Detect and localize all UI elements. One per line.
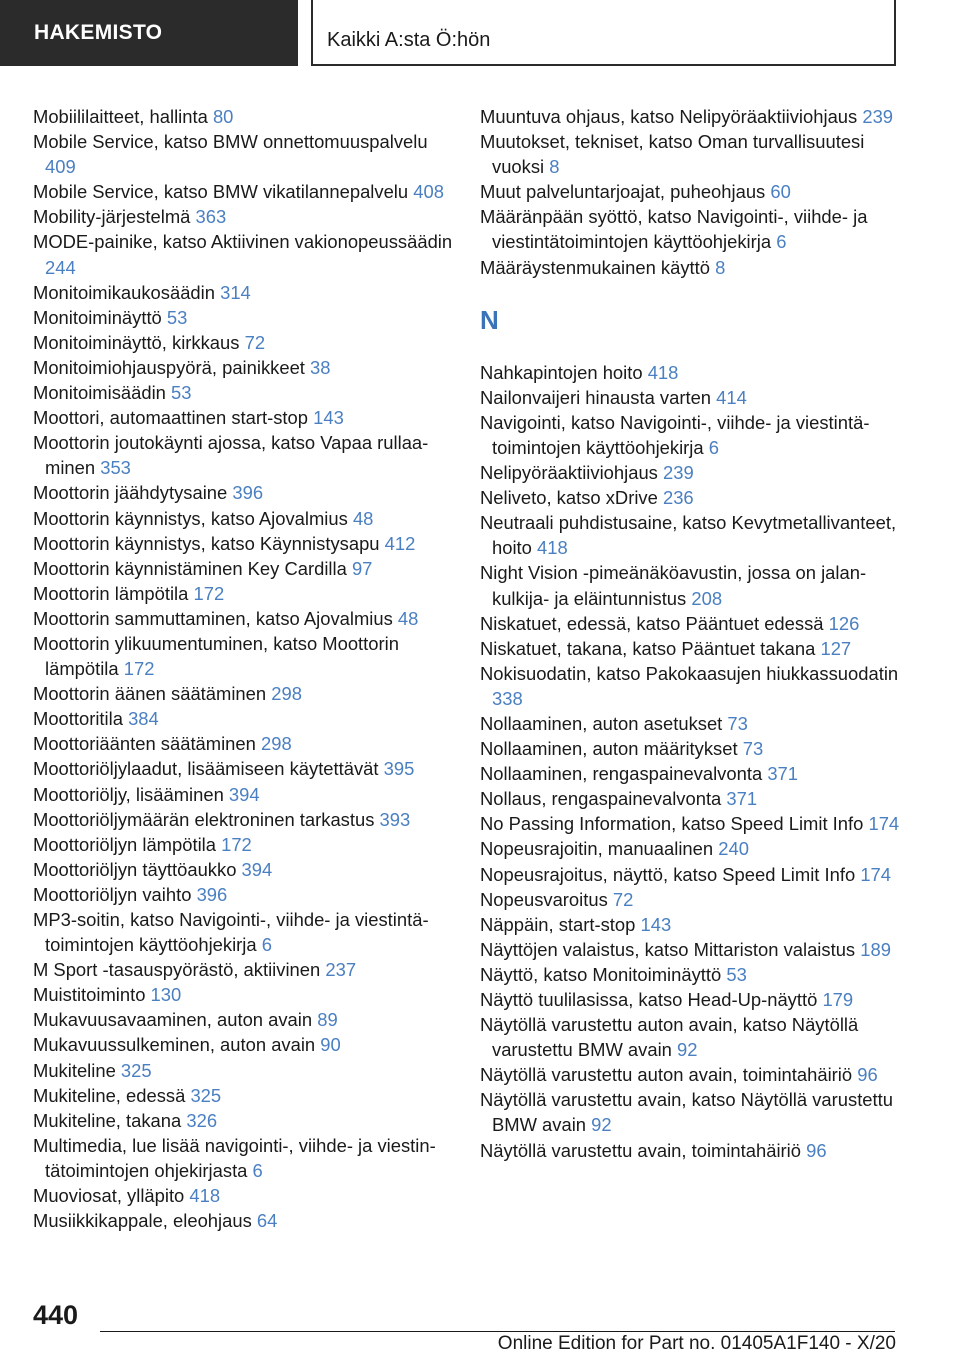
page-link[interactable]: 371 <box>767 763 798 785</box>
index-entry <box>480 636 900 661</box>
index-entry <box>33 430 458 480</box>
index-entry <box>480 711 900 736</box>
index-entry <box>33 706 458 731</box>
page-link[interactable]: 72 <box>244 331 266 353</box>
entry-text: Näyttö tuulilasissa, katso Head-Up-näyttö <box>480 989 818 1010</box>
entry-text: Nokisuodatin, katso Pakokaasujen hiukkassuodatin <box>480 662 899 684</box>
entry-text: Näyttö, katso Monitoiminäyttö <box>480 963 722 985</box>
page-link[interactable]: 127 <box>820 637 852 659</box>
page-link[interactable]: 208 <box>691 587 723 609</box>
index-entry <box>480 1012 900 1062</box>
page-link[interactable]: 53 <box>166 306 188 328</box>
entry-text: Nopeusrajoitin, manuaalinen <box>480 838 714 860</box>
entry-text: MODE-painike, katso Aktiivinen vakionopeussäädin <box>33 231 453 253</box>
page-link[interactable]: 60 <box>770 181 791 203</box>
page-link[interactable]: 394 <box>241 858 273 880</box>
index-entry <box>480 661 900 711</box>
entry-text: Moottoriöljy, lisääminen <box>33 783 224 805</box>
entry-text: Moottoriöljyn lämpötila <box>33 833 216 855</box>
entry-text: Moottoritila <box>33 708 123 730</box>
page-link[interactable]: 126 <box>828 612 860 634</box>
entry-text: Moottoriöljyn vaihto <box>33 883 192 905</box>
footer-divider <box>100 1331 895 1332</box>
entry-text: Night Vision -pimeänäköavustin, jossa on jalankulkija- ja eläintunnistus <box>480 562 867 609</box>
entry-text: Monitoiminäyttö, kirkkaus <box>33 331 240 353</box>
page-header <box>0 0 960 66</box>
entry-text: Muuntuva ohjaus, katso Nelipyöräaktiiviohjaus <box>480 106 858 127</box>
index-entry <box>33 1133 458 1183</box>
index-entry <box>33 1032 458 1057</box>
entry-text: Näytöllä varustettu auton avain, toimintahäiriö <box>480 1064 853 1086</box>
index-entry <box>33 129 458 179</box>
page-link[interactable]: 6 <box>708 436 719 458</box>
page-link[interactable]: 240 <box>718 838 749 860</box>
entry-text: Mobiililaitteet, hallinta <box>33 106 208 127</box>
index-entry <box>480 811 900 836</box>
page-link[interactable]: 189 <box>860 938 891 960</box>
entry-text: Nollaus, rengaspainevalvonta <box>480 788 722 810</box>
entry-text: Neutraali puhdistusaine, katso Kevytmetallivanteet, hoito <box>480 512 897 559</box>
entry-text: Moottorin joutokäynti ajossa, katso Vapaa rullaaminen <box>33 432 429 479</box>
index-entry <box>480 611 900 636</box>
letter-heading-n: N <box>480 304 499 335</box>
index-entry <box>33 1058 458 1083</box>
entry-text: Määränpään syöttö, katso Navigointi-, viihde- ja viestintätoimintojen käyttöohjekirja <box>480 206 868 253</box>
entry-text: Muoviosat, ylläpito <box>33 1185 185 1207</box>
page-link[interactable]: 96 <box>857 1064 878 1086</box>
entry-text: Näytöllä varustettu avain, toimintahäiriö <box>480 1139 801 1161</box>
page-link[interactable]: 6 <box>776 231 787 253</box>
page-link[interactable]: 371 <box>726 788 758 810</box>
section-subtitle: Kaikki A:sta Ö:hön <box>311 0 896 66</box>
entry-text: Nelipyöräaktiiviohjaus <box>480 462 658 484</box>
page-link[interactable]: 393 <box>379 808 411 830</box>
page-link[interactable]: 92 <box>591 1114 612 1136</box>
index-entry <box>33 1183 458 1208</box>
index-entry <box>480 912 900 937</box>
entry-text: Mobile Service, katso BMW vikatilannepalvelu <box>33 181 409 203</box>
page-link[interactable]: 237 <box>325 959 357 981</box>
entry-text: Neliveto, katso xDrive <box>480 487 658 509</box>
entry-text: Monitoimiohjauspyörä, painikkeet <box>33 356 305 378</box>
page-link[interactable]: 384 <box>128 708 159 730</box>
index-entry <box>33 631 458 681</box>
entry-text: Moottoriäänten säätäminen <box>33 733 256 755</box>
entry-text: Näytöllä varustettu avain, katso Näytöllä varustettu BMW avain <box>480 1089 893 1136</box>
index-entry <box>480 761 900 786</box>
index-entry <box>33 506 458 531</box>
page-link[interactable]: 408 <box>413 181 444 203</box>
page-link[interactable]: 64 <box>256 1210 278 1232</box>
index-entry <box>33 857 458 882</box>
page-link[interactable]: 394 <box>228 783 260 805</box>
edition-note: Online Edition for Part no. 01405A1F140 - X/20 <box>497 1333 896 1354</box>
index-entry <box>480 1062 900 1087</box>
page-link[interactable]: 314 <box>220 281 251 303</box>
page-link[interactable]: 172 <box>123 658 155 680</box>
page-link[interactable]: 97 <box>351 557 373 579</box>
entry-text: Mobility-järjestelmä <box>33 206 191 228</box>
index-entry <box>33 1083 458 1108</box>
page-link[interactable]: 80 <box>212 106 234 127</box>
index-entry <box>480 104 900 129</box>
page-link[interactable]: 172 <box>193 582 225 604</box>
page-link[interactable]: 143 <box>313 407 344 429</box>
page-link[interactable]: 338 <box>492 687 523 709</box>
index-entry <box>33 681 458 706</box>
page-link[interactable]: 239 <box>663 462 694 484</box>
entry-text: Mukavuusavaaminen, auton avain <box>33 1009 313 1031</box>
page-link[interactable]: 72 <box>612 888 634 910</box>
index-entry <box>33 957 458 982</box>
index-entry <box>480 836 900 861</box>
index-entry <box>33 330 458 355</box>
index-entry <box>33 1007 458 1032</box>
index-entry <box>480 1138 900 1163</box>
page-link[interactable]: 89 <box>317 1009 338 1031</box>
entry-text: MP3-soitin, katso Navigointi-, viihde- ja viestintätoimintojen käyttöohjekirja <box>33 909 429 956</box>
entry-text: Näytöllä varustettu auton avain, katso Näytöllä varustettu BMW avain <box>480 1014 859 1061</box>
page-link[interactable]: 326 <box>186 1109 218 1131</box>
entry-text: Multimedia, lue lisää navigointi-, viihde- ja viestintätoimintojen ohjekirjasta <box>33 1134 436 1181</box>
index-entry <box>480 962 900 987</box>
index-entry <box>480 560 900 610</box>
index-entry <box>33 581 458 606</box>
entry-text: Moottorin käynnistys, katso Käynnistysapu <box>33 532 380 554</box>
index-entry <box>33 731 458 756</box>
index-entry <box>33 556 458 581</box>
entry-text: Moottorin lämpötila <box>33 582 189 604</box>
entry-text: Nopeusrajoitus, näyttö, katso Speed Limit Info <box>480 863 856 885</box>
page-link[interactable]: 298 <box>261 733 292 755</box>
page-link[interactable]: 236 <box>662 487 694 509</box>
index-entry <box>480 887 900 912</box>
index-entry <box>480 1087 900 1137</box>
entry-text: Moottorin sammuttaminen, katso Ajovalmius <box>33 607 393 629</box>
page-link[interactable]: 396 <box>196 883 228 905</box>
index-entry <box>33 907 458 957</box>
entry-text: Muut palveluntarjoajat, puheohjaus <box>480 181 766 203</box>
page-link[interactable]: 396 <box>232 482 264 504</box>
page-link[interactable]: 244 <box>45 256 76 278</box>
entry-text: Mukavuussulkeminen, auton avain <box>33 1034 316 1056</box>
entry-text: Määräystenmukainen käyttö <box>480 256 710 278</box>
entry-text: Navigointi, katso Navigointi-, viihde- ja viestintätoimintojen käyttöohjekirja <box>480 411 870 458</box>
index-entry <box>33 179 458 204</box>
entry-text: Moottorin jäähdytysaine <box>33 482 228 504</box>
page-link[interactable]: 73 <box>742 738 764 760</box>
index-entry <box>480 987 900 1012</box>
index-entry <box>33 355 458 380</box>
entry-text: Mukiteline <box>33 1059 116 1081</box>
entry-text: Nailonvaijeri hinausta varten <box>480 386 712 408</box>
entry-text: Monitoimisäädin <box>33 382 166 404</box>
page-link[interactable]: 96 <box>806 1139 827 1161</box>
page-link[interactable]: 8 <box>715 256 726 278</box>
page-link[interactable]: 8 <box>549 156 560 178</box>
page-link[interactable]: 48 <box>397 607 419 629</box>
page-link[interactable]: 73 <box>727 712 748 734</box>
index-entry <box>33 1208 458 1233</box>
index-entry <box>33 882 458 907</box>
entry-text: Moottorin ylikuumentuminen, katso Moottorin lämpötila <box>33 632 399 680</box>
index-entry <box>33 1108 458 1133</box>
page-link[interactable]: 395 <box>383 758 415 780</box>
page-link[interactable]: 174 <box>868 813 900 835</box>
index-column-left <box>33 104 458 1233</box>
page-link[interactable]: 143 <box>640 913 672 935</box>
entry-text: Nopeusvaroitus <box>480 888 608 910</box>
page-link[interactable]: 172 <box>221 833 252 855</box>
index-entry <box>33 807 458 832</box>
page-link[interactable]: 6 <box>261 934 272 956</box>
index-entry <box>480 862 900 887</box>
entry-text: Monitoiminäyttö <box>33 306 162 328</box>
entry-text: Moottoriöljymäärän elektroninen tarkastus <box>33 808 375 830</box>
entry-text: Niskatuet, takana, katso Pääntuet takana <box>480 637 816 659</box>
entry-text: Muutokset, tekniset, katso Oman turvallisuutesi vuoksi <box>480 131 865 178</box>
entry-text: Mukiteline, edessä <box>33 1084 186 1106</box>
page-link[interactable]: 414 <box>716 386 747 408</box>
entry-text: Monitoimikaukosäädin <box>33 281 215 303</box>
index-entry <box>480 786 900 811</box>
page-link[interactable]: 174 <box>860 863 891 885</box>
entry-text: Moottoriöljylaadut, lisäämiseen käytettävät <box>33 758 379 780</box>
entry-text: Näyttöjen valaistus, katso Mittariston valaistus <box>480 938 856 960</box>
page-link[interactable]: 418 <box>537 537 568 559</box>
page-link[interactable]: 90 <box>320 1034 341 1056</box>
entry-text: Nollaaminen, rengaspainevalvonta <box>480 763 763 785</box>
entry-text: Muistitoiminto <box>33 984 146 1006</box>
page-link[interactable]: 325 <box>190 1084 222 1106</box>
page-link[interactable]: 38 <box>310 356 331 378</box>
entry-text: Moottorin käynnistys, katso Ajovalmius <box>33 507 348 529</box>
entry-text: Moottori, automaattinen start-stop <box>33 407 308 429</box>
entry-text: Moottorin käynnistäminen Key Cardilla <box>33 557 347 579</box>
page-link[interactable]: 53 <box>171 382 192 404</box>
page-link[interactable]: 418 <box>189 1185 221 1207</box>
entry-text: M Sport -tasauspyörästö, aktiivinen <box>33 959 321 981</box>
entry-text: Moottorin äänen säätäminen <box>33 683 267 705</box>
index-entry <box>33 229 458 279</box>
entry-text: Nollaaminen, auton asetukset <box>480 712 723 734</box>
page-link[interactable]: 418 <box>647 361 679 383</box>
page-link[interactable]: 130 <box>150 984 182 1006</box>
index-entry <box>33 204 458 229</box>
page-number: 440 <box>33 1300 79 1330</box>
index-entry <box>480 255 900 280</box>
index-entry <box>480 410 900 460</box>
page-link[interactable]: 48 <box>352 507 374 529</box>
page-link[interactable]: 353 <box>100 457 131 479</box>
index-tab[interactable]: HAKEMISTO <box>0 0 298 66</box>
page-link[interactable]: 412 <box>384 532 416 554</box>
index-entry <box>33 280 458 305</box>
page-link[interactable]: 92 <box>677 1039 698 1061</box>
index-entry <box>33 104 458 129</box>
entry-text: Mobile Service, katso BMW onnettomuuspalvelu <box>33 131 428 153</box>
index-entry <box>480 129 900 179</box>
index-column-right <box>480 104 900 1163</box>
index-entry <box>33 531 458 556</box>
index-entry <box>480 179 900 204</box>
entry-text: Nollaaminen, auton määritykset <box>480 738 738 760</box>
index-entry <box>33 380 458 405</box>
index-entry <box>480 485 900 510</box>
index-entry <box>33 480 458 505</box>
index-group-n <box>480 360 900 1163</box>
index-entry <box>33 305 458 330</box>
page-link[interactable]: 363 <box>195 206 227 228</box>
index-entry <box>33 405 458 430</box>
entry-text: No Passing Information, katso Speed Limit Info <box>480 813 864 835</box>
index-group-m-continued <box>480 104 900 280</box>
index-entry <box>480 736 900 761</box>
index-entry <box>33 782 458 807</box>
index-entry <box>33 982 458 1007</box>
page-link[interactable]: 409 <box>45 156 76 178</box>
entry-text: Näppäin, start-stop <box>480 913 636 935</box>
index-entry <box>480 204 900 254</box>
page-link[interactable]: 6 <box>252 1159 263 1181</box>
index-entry <box>480 385 900 410</box>
page-link[interactable]: 179 <box>822 989 854 1010</box>
index-entry <box>33 832 458 857</box>
entry-text: Moottoriöljyn täyttöaukko <box>33 858 237 880</box>
page-link[interactable]: 239 <box>862 106 894 127</box>
index-entry <box>480 360 900 385</box>
page-link[interactable]: 298 <box>271 683 302 705</box>
entry-text: Nahkapintojen hoito <box>480 361 643 383</box>
index-entry <box>33 756 458 781</box>
index-entry <box>480 510 900 560</box>
entry-text: Niskatuet, edessä, katso Pääntuet edessä <box>480 612 824 634</box>
page-link[interactable]: 325 <box>120 1059 152 1081</box>
entry-text: Mukiteline, takana <box>33 1109 182 1131</box>
page-link[interactable]: 53 <box>726 963 747 985</box>
index-entry <box>33 606 458 631</box>
entry-text: Musiikkikappale, eleohjaus <box>33 1210 252 1232</box>
index-entry <box>480 937 900 962</box>
index-entry <box>480 460 900 485</box>
